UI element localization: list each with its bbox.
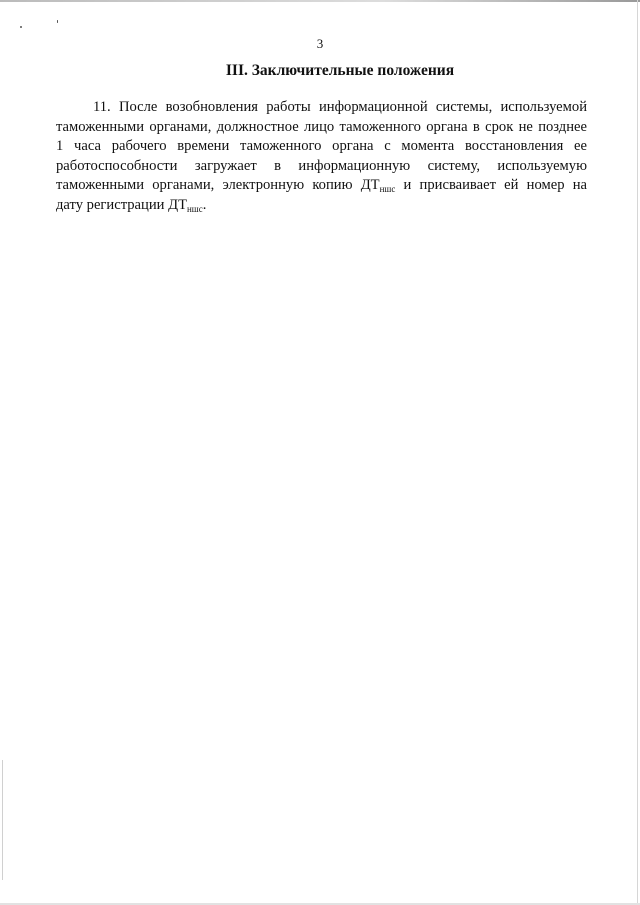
scan-speck <box>20 26 22 28</box>
line-text: дату регистрации ДТ <box>56 196 187 213</box>
paragraph-line: 1 часа рабочего времени таможенного органа с момента восстановления ее <box>56 138 587 155</box>
scan-right-edge <box>637 0 638 905</box>
subscript-text: ншс <box>186 203 203 214</box>
paragraph-line: работоспособности загружает в информационную систему, используемую <box>56 157 587 174</box>
paragraph-line <box>56 176 587 196</box>
page-number: 3 <box>316 36 324 51</box>
paragraph-line: таможенными органами, должностное лицо таможенного органа в срок не позднее <box>56 118 587 135</box>
section-heading: III. Заключительные положения <box>225 62 455 79</box>
line-text: таможенными органами, электронную копию ДТ <box>56 177 380 194</box>
line-text: . <box>202 196 207 213</box>
scan-left-edge <box>2 760 3 880</box>
scan-speck <box>57 20 58 23</box>
paragraph-line <box>56 196 587 216</box>
line-text: и присваивает ей номер на <box>395 177 587 194</box>
scan-top-edge <box>0 0 640 2</box>
paragraph-11 <box>56 98 587 216</box>
paragraph-line: 11. После возобновления работы информационной системы, используемой <box>93 99 587 115</box>
subscript-text: ншс <box>379 184 396 195</box>
